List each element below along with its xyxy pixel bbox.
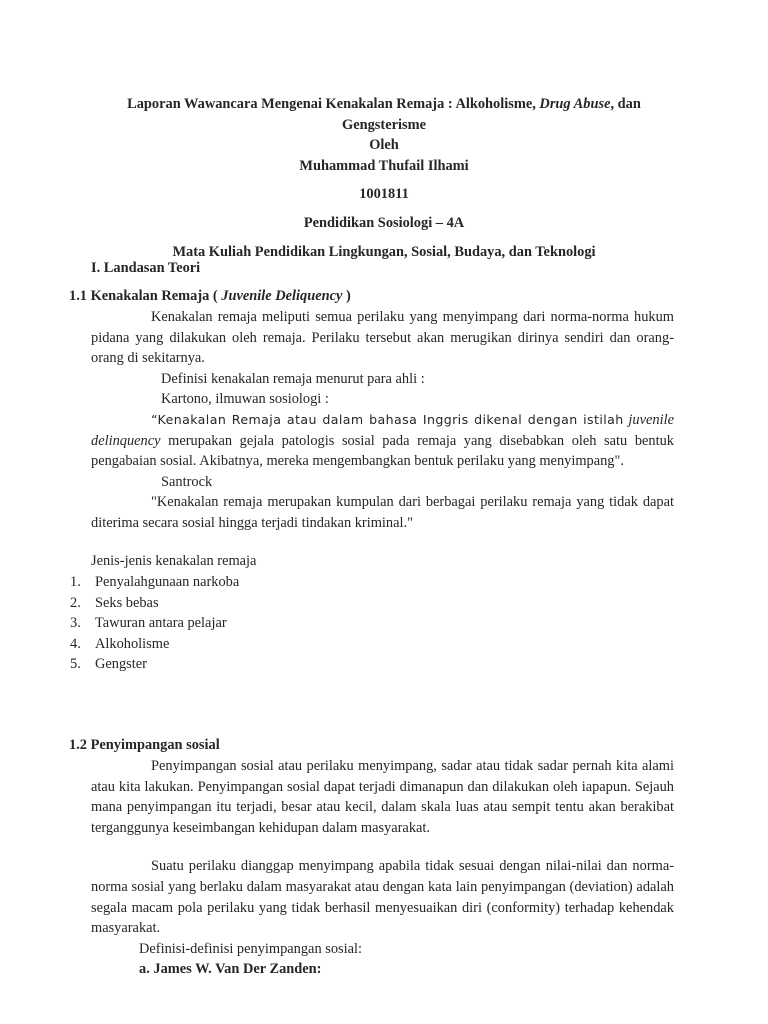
list-item — [66, 572, 466, 593]
definition-intro: Definisi-definisi penyimpangan sosial: — [139, 940, 363, 957]
title-suffix: , dan — [610, 96, 641, 112]
list-item-number: 2. — [70, 594, 81, 611]
title-italic: Drug Abuse — [539, 96, 611, 112]
list-item — [66, 613, 466, 634]
paragraph: Kenakalan remaja meliputi semua perilaku yang menyimpang dari norma-norma hukum pidana yang dilakukan oleh remaja. Perilaku tersebut akan merugikan dirinya sendiri dan orang-orang di sekitarnya. — [91, 309, 674, 367]
course-name: Mata Kuliah Pendidikan Lingkungan, Sosial, Budaya, dan Teknologi — [172, 243, 596, 260]
list-item-text: Gengster — [95, 656, 147, 673]
jenis-list — [66, 572, 466, 675]
title-block — [80, 94, 688, 262]
definition-a-heading: a. James W. Van Der Zanden: — [139, 961, 322, 978]
list-item-text: Seks bebas — [95, 594, 159, 611]
paragraph: Suatu perilaku dianggap menyimpang apabila tidak sesuai dengan nilai-nilai dan norma-norma sosial yang berlaku dalam masyarakat atau dengan kata lain penyimpangan (deviation) adalah segala macam pola perilaku yang tidak berhasil menyesuaikan diri (conformity) terhadap kehendak masyarakat. — [91, 858, 674, 937]
list-item-number: 4. — [70, 635, 81, 652]
title-line-2: Gengsterisme — [342, 116, 426, 133]
title-oleh: Oleh — [369, 137, 399, 154]
author-name: Muhammad Thufail Ilhami — [299, 157, 469, 174]
quote-italic: juvenile delinquency — [91, 411, 674, 449]
student-number: 1001811 — [359, 186, 409, 203]
expert-kartono: Kartono, ilmuwan sosiologi : — [161, 391, 329, 408]
list-item-number: 3. — [70, 615, 81, 632]
list-item — [66, 634, 466, 655]
list-item-text: Penyalahgunaan narkoba — [95, 574, 240, 590]
list-item-number: 5. — [70, 656, 81, 673]
expert-santrock: Santrock — [161, 473, 213, 490]
subsection-heading-suffix: ) — [342, 288, 351, 304]
list-item-text: Alkoholisme — [95, 635, 170, 652]
list-item — [66, 654, 466, 675]
paragraph: Penyimpangan sosial atau perilaku menyimpang, sadar atau tidak sadar pernah kita alami atau kita lakukan. Penyimpangan sosial dapat terjadi dimanapun dan dilakukan oleh iapapun. Sejauh mana penyimpangan itu terjadi, besar atau kecil, dalam skala luas atau sempit tentu akan berakibat terganggunya keseimbangan kehidupan dalam masyarakat. — [91, 758, 674, 836]
list-item-number: 1. — [70, 574, 81, 590]
subsection-heading-1-2: 1.2 Penyimpangan sosial — [69, 737, 220, 753]
list-item-text: Tawuran antara pelajar — [95, 615, 227, 632]
kartono-quote — [91, 410, 674, 472]
subsection-1-1-body — [91, 307, 674, 534]
title-line-1 — [80, 94, 688, 115]
study-program: Pendidikan Sosiologi – 4A — [303, 214, 465, 231]
santrock-quote: "Kenakalan remaja merupakan kumpulan dari berbagai perilaku remaja yang tidak dapat diterima secara sosial hingga terjadi tindakan kriminal." — [91, 494, 674, 531]
subsection-heading-1-1 — [69, 286, 351, 307]
section-heading: I. Landasan Teori — [91, 260, 201, 276]
quote-text: “Kenakalan Remaja atau dalam bahasa Inggris dikenal dengan istilah — [151, 411, 624, 427]
list-item — [66, 593, 466, 614]
subsection-1-2-body — [91, 756, 674, 980]
list-heading: Jenis-jenis kenakalan remaja — [91, 553, 257, 569]
subsection-heading-text: 1.1 Kenakalan Remaja ( — [69, 288, 222, 304]
subsection-heading-italic: Juvenile Deliquency — [221, 288, 343, 304]
title-text: Laporan Wawancara Mengenai Kenakalan Remaja : Alkoholisme, — [127, 96, 540, 112]
quote-text-rest: merupakan gejala patologis sosial pada remaja yang disebabkan oleh satu bentuk pengabaian sosial. Akibatnya, mereka mengembangkan bentuk perilaku yang menyimpang". — [91, 432, 674, 470]
definition-intro: Definisi kenakalan remaja menurut para ahli : — [161, 370, 425, 387]
